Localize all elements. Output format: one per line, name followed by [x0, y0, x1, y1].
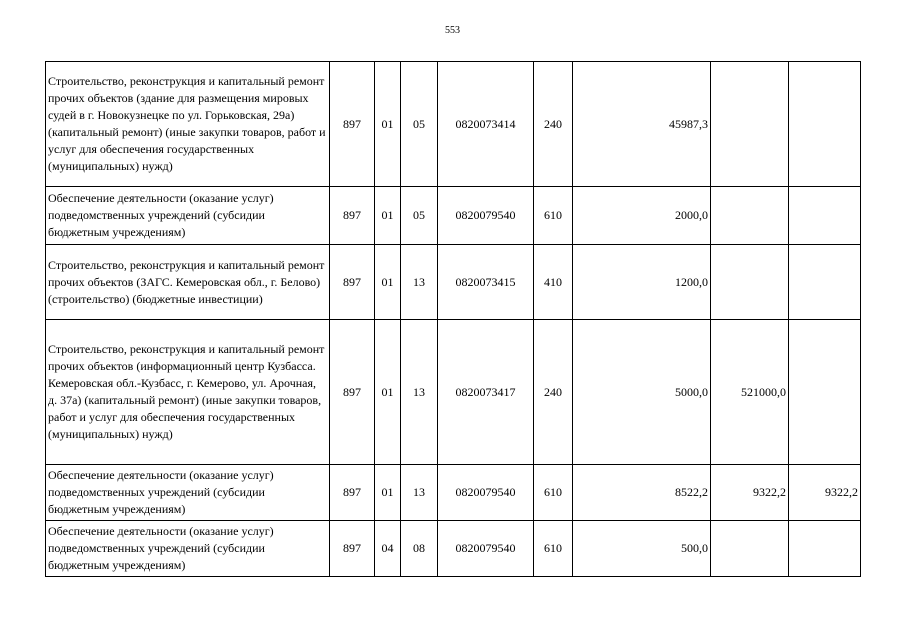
amount-year-3: 9322,2	[789, 465, 861, 521]
table-row	[46, 320, 861, 465]
amount-year-3	[789, 187, 861, 245]
section-code: 01	[375, 320, 401, 465]
row-name: Обеспечение деятельности (оказание услуг) подведомственных учреждений (субсидии бюджетным учреждениям)	[46, 521, 330, 577]
ministry-code: 897	[330, 187, 375, 245]
amount-year-3	[789, 521, 861, 577]
amount-year-2	[711, 187, 789, 245]
row-name: Строительство, реконструкция и капитальный ремонт прочих объектов (здание для размещения мировых судей в г. Новокузнецке по ул. Горьковская, 29а) (капитальный ремонт) (иные закупки товаров, работ и услуг для обеспечения государственных (муниципальных) нужд)	[46, 62, 330, 187]
target-article-code: 0820073414	[438, 62, 534, 187]
amount-year-3	[789, 320, 861, 465]
section-code: 01	[375, 245, 401, 320]
section-code: 01	[375, 465, 401, 521]
target-article-code: 0820073415	[438, 245, 534, 320]
amount-year-1: 2000,0	[573, 187, 711, 245]
table-row	[46, 521, 861, 577]
expense-type-code: 610	[534, 465, 573, 521]
row-name: Обеспечение деятельности (оказание услуг) подведомственных учреждений (субсидии бюджетным учреждениям)	[46, 187, 330, 245]
amount-year-2	[711, 62, 789, 187]
ministry-code: 897	[330, 521, 375, 577]
amount-year-2: 9322,2	[711, 465, 789, 521]
subsection-code: 13	[401, 245, 438, 320]
subsection-code: 08	[401, 521, 438, 577]
expense-type-code: 240	[534, 320, 573, 465]
amount-year-1: 1200,0	[573, 245, 711, 320]
table-body	[46, 62, 861, 577]
subsection-code: 13	[401, 320, 438, 465]
section-code: 01	[375, 62, 401, 187]
row-name: Строительство, реконструкция и капитальный ремонт прочих объектов (информационный центр Кузбасса. Кемеровская обл.-Кузбасс, г. Кемерово, ул. Арочная, д. 37а) (капитальный ремонт) (иные закупки товаров, работ и услуг для обеспечения государственных (муниципальных) нужд)	[46, 320, 330, 465]
amount-year-2	[711, 245, 789, 320]
expense-type-code: 240	[534, 62, 573, 187]
subsection-code: 05	[401, 62, 438, 187]
table-row	[46, 62, 861, 187]
table-row	[46, 187, 861, 245]
expense-type-code: 410	[534, 245, 573, 320]
ministry-code: 897	[330, 320, 375, 465]
expense-type-code: 610	[534, 187, 573, 245]
section-code: 04	[375, 521, 401, 577]
section-code: 01	[375, 187, 401, 245]
ministry-code: 897	[330, 465, 375, 521]
page-number: 553	[445, 25, 460, 36]
subsection-code: 05	[401, 187, 438, 245]
amount-year-2	[711, 521, 789, 577]
amount-year-1: 500,0	[573, 521, 711, 577]
target-article-code: 0820079540	[438, 465, 534, 521]
amount-year-3	[789, 62, 861, 187]
table-row	[46, 245, 861, 320]
row-name: Строительство, реконструкция и капитальный ремонт прочих объектов (ЗАГС. Кемеровская обл., г. Белово) (строительство) (бюджетные инвестиции)	[46, 245, 330, 320]
ministry-code: 897	[330, 245, 375, 320]
target-article-code: 0820079540	[438, 187, 534, 245]
row-name: Обеспечение деятельности (оказание услуг) подведомственных учреждений (субсидии бюджетным учреждениям)	[46, 465, 330, 521]
target-article-code: 0820073417	[438, 320, 534, 465]
table-row	[46, 465, 861, 521]
amount-year-2: 521000,0	[711, 320, 789, 465]
amount-year-1: 5000,0	[573, 320, 711, 465]
amount-year-1: 8522,2	[573, 465, 711, 521]
amount-year-1: 45987,3	[573, 62, 711, 187]
ministry-code: 897	[330, 62, 375, 187]
subsection-code: 13	[401, 465, 438, 521]
target-article-code: 0820079540	[438, 521, 534, 577]
amount-year-3	[789, 245, 861, 320]
budget-table	[45, 61, 861, 577]
expense-type-code: 610	[534, 521, 573, 577]
